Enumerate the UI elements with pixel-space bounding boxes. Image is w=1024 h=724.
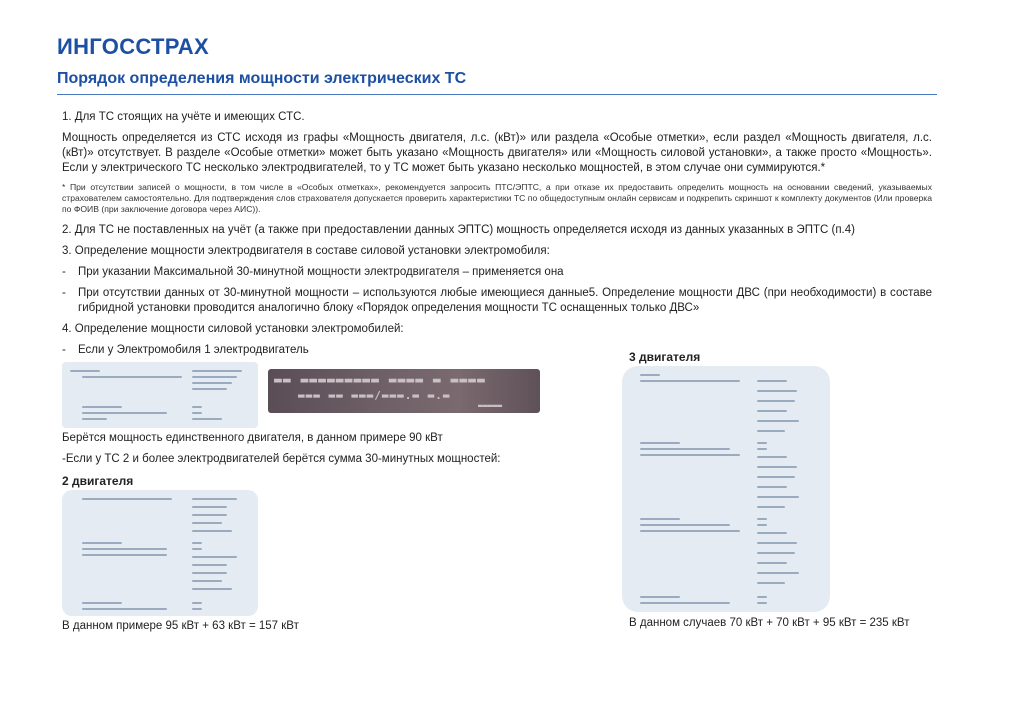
- bullet-text: При указании Максимальной 30-минутной мощности электродвигателя – применяется она: [78, 266, 564, 278]
- section-4-heading: 4. Определение мощности силовой установки электромобилей:: [62, 323, 404, 335]
- list-item: [62, 286, 932, 316]
- list-item: [62, 343, 932, 358]
- sts-photo: ▬▬ ▬▬▬▬▬▬▬▬▬ ▬▬▬▬ ▬ ▬▬▬▬ ▬▬▬ ▬▬ ▬▬▬/▬▬▬.▬ ▬.▬ ▬▬▬▬▬: [268, 369, 540, 413]
- page-title: Порядок определения мощности электрических ТС: [57, 70, 467, 87]
- section-1-heading: 1. Для ТС стоящих на учёте и имеющих СТС.: [62, 111, 305, 123]
- document-scan-two-motors: [62, 490, 258, 616]
- document-scan-three-motors: [622, 366, 830, 612]
- three-motors-caption: В данном случаев 70 кВт + 70 кВт + 95 кВт = 235 кВт: [629, 617, 910, 629]
- footnote: * При отсутствии записей о мощности, в том числе в «Особых отметках», рекомендуется запросить ПТС/ЭПТС, а при отказе их предоставить определить мощность на основании сведений, указываемых страхователем самостоятельно. Для подтверждения слов страхователя допускается проверить характеристики ТС по общедоступным онлайн сервисам и подкрепить скриншот к комплекту документов (Или проверка по ФОИВ (при заключение договора через АИС)).: [62, 182, 932, 214]
- section-2-paragraph: 2. Для ТС не поставленных на учёт (а также при предоставлении данных ЭПТС) мощность определяется исходя из данных указанных в ЭПТС (п.4): [62, 224, 855, 236]
- bullet-dash: -: [62, 266, 66, 278]
- section-3-heading: 3. Определение мощности электродвигателя в составе силовой установки электромобиля:: [62, 245, 550, 257]
- title-divider: [57, 94, 937, 95]
- list-item: [62, 265, 932, 280]
- bullet-dash: -: [62, 344, 66, 356]
- two-motors-caption: В данном примере 95 кВт + 63 кВт = 157 кВт: [62, 620, 299, 632]
- document-scan-one-motor: [62, 362, 258, 428]
- bullet-text: При отсутствии данных от 30-минутной мощности – используются любые имеющиеся данные5. Определение мощности ДВС (при необходимости) в составе гибридной установки проводится аналогично блоку «Порядок определения мощности ТС оснащенных только ДВС»: [78, 287, 932, 314]
- brand-logo-text: ИНГОССТРАХ: [57, 34, 209, 59]
- main-content: [62, 110, 932, 364]
- bullet-dash: -: [62, 287, 66, 299]
- section-1-paragraph: Мощность определяется из СТС исходя из графы «Мощность двигателя, л.с. (кВт)» или раздела «Особые отметки», если раздел «Мощность двигателя, л.с. (кВт)» отсутствует. В разделе «Особые отметки» может быть указано «Мощность двигателя» или «Мощность силовой установки», а также просто «Мощность». Если у электрического ТС несколько электродвигателей, то у ТС может быть указано несколько мощностей, в этом случае они суммируются.*: [62, 132, 932, 174]
- bullet-text: Если у Электромобиля 1 электродвигатель: [78, 344, 309, 356]
- multi-motor-text: -Если у ТС 2 и более электродвигателей берётся сумма 30-минутных мощностей:: [62, 453, 501, 465]
- two-motors-heading: 2 двигателя: [62, 474, 134, 488]
- three-motors-heading: 3 двигателя: [629, 350, 701, 364]
- one-motor-caption: Берётся мощность единственного двигателя, в данном примере 90 кВт: [62, 432, 443, 444]
